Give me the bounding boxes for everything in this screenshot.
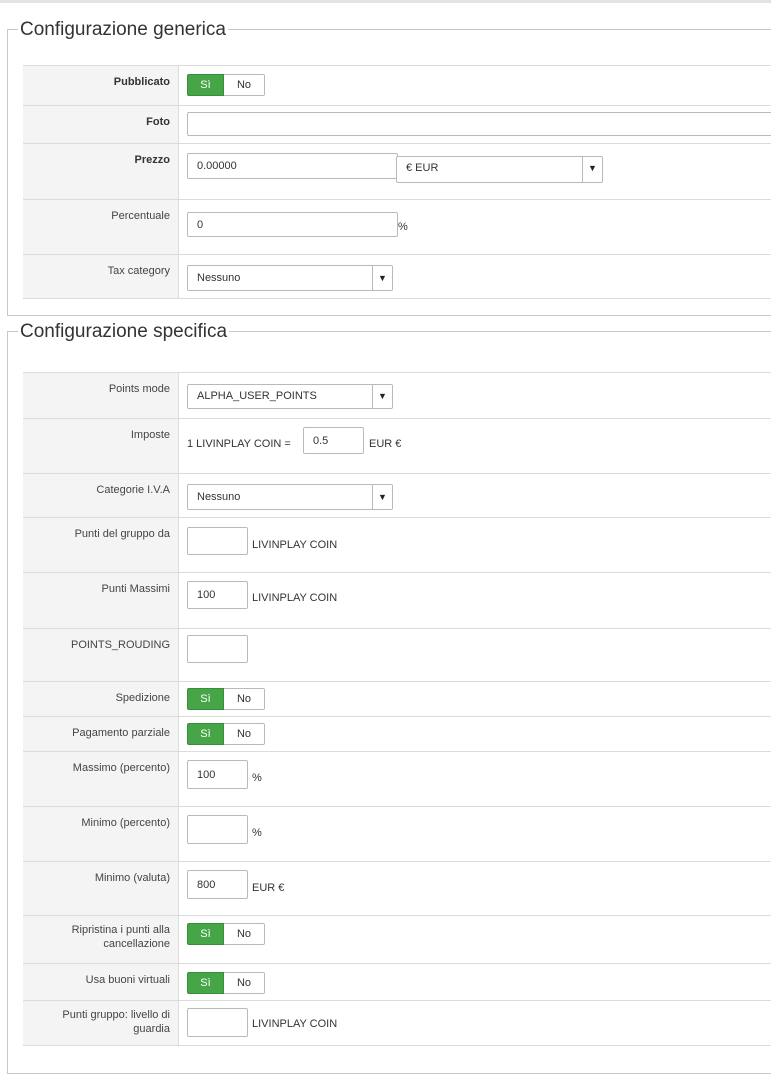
specific-config-legend: Configurazione specifica	[20, 321, 228, 342]
row-group-guard-points	[23, 1000, 771, 1046]
row-points-rounding	[23, 628, 771, 681]
percent-unit: %	[398, 221, 408, 233]
taxes-suffix: EUR €	[369, 438, 402, 450]
percent-label: Percentuale	[23, 200, 179, 254]
generic-config-fieldset	[7, 20, 771, 316]
row-shipping	[23, 681, 771, 716]
row-percent	[23, 199, 771, 254]
points-mode-label: Points mode	[23, 373, 179, 418]
virtual-vouchers-no-button[interactable]: No	[224, 972, 265, 994]
min-percent-input[interactable]	[187, 815, 248, 844]
min-currency-label: Minimo (valuta)	[23, 862, 179, 915]
shipping-yes-button[interactable]: Sì	[187, 688, 224, 710]
restore-points-yes-button[interactable]: Sì	[187, 923, 224, 945]
points-rounding-label: POINTS_ROUDING	[23, 629, 179, 681]
currency-select-value: € EUR	[406, 162, 439, 174]
max-points-input[interactable]	[187, 581, 248, 609]
max-percent-input[interactable]	[187, 760, 248, 789]
row-max-percent	[23, 751, 771, 806]
published-label: Pubblicato	[23, 66, 179, 105]
shipping-no-button[interactable]: No	[224, 688, 265, 710]
published-no-button[interactable]: No	[224, 74, 265, 96]
chevron-down-icon: ▼	[372, 485, 392, 509]
row-photo	[23, 105, 771, 143]
generic-config-legend: Configurazione generica	[20, 19, 226, 40]
row-taxes	[23, 418, 771, 473]
points-mode-select[interactable]	[187, 384, 393, 409]
shipping-toggle[interactable]	[187, 688, 265, 710]
points-rounding-input[interactable]	[187, 635, 248, 663]
row-max-points	[23, 572, 771, 628]
max-points-label: Punti Massimi	[23, 573, 179, 628]
partial-payment-label: Pagamento parziale	[23, 717, 179, 751]
chevron-down-icon: ▼	[372, 385, 392, 408]
group-points-from-input[interactable]	[187, 527, 248, 555]
group-guard-points-label: Punti gruppo: livello di guardia	[23, 1001, 179, 1045]
min-currency-input[interactable]	[187, 870, 248, 899]
row-price	[23, 143, 771, 199]
group-points-from-unit: LIVINPLAY COIN	[252, 539, 338, 551]
top-divider	[0, 0, 771, 3]
partial-payment-no-button[interactable]: No	[224, 723, 265, 745]
partial-payment-yes-button[interactable]: Sì	[187, 723, 224, 745]
published-toggle[interactable]	[187, 74, 265, 96]
specific-config-fieldset	[7, 322, 771, 1074]
taxes-prefix: 1 LIVINPLAY COIN =	[187, 438, 291, 450]
row-min-currency	[23, 861, 771, 915]
row-vat-category	[23, 473, 771, 517]
restore-points-label: Ripristina i punti alla cancellazione	[23, 916, 179, 963]
chevron-down-icon: ▼	[372, 266, 392, 290]
min-percent-label: Minimo (percento)	[23, 807, 179, 861]
partial-payment-toggle[interactable]	[187, 723, 265, 745]
photo-label: Foto	[23, 106, 179, 143]
virtual-vouchers-yes-button[interactable]: Sì	[187, 972, 224, 994]
virtual-vouchers-label: Usa buoni virtuali	[23, 964, 179, 1000]
row-virtual-vouchers	[23, 963, 771, 1000]
tax-category-select-value: Nessuno	[197, 272, 241, 284]
vat-category-select-value: Nessuno	[197, 491, 241, 503]
row-partial-payment	[23, 716, 771, 751]
group-guard-points-unit: LIVINPLAY COIN	[252, 1018, 338, 1030]
published-yes-button[interactable]: Sì	[187, 74, 224, 96]
max-percent-label: Massimo (percento)	[23, 752, 179, 806]
chevron-down-icon: ▼	[582, 157, 602, 182]
tax-category-select[interactable]	[187, 265, 393, 291]
group-guard-points-input[interactable]	[187, 1008, 248, 1037]
virtual-vouchers-toggle[interactable]	[187, 972, 265, 994]
taxes-label: Imposte	[23, 419, 179, 473]
tax-category-label: Tax category	[23, 255, 179, 298]
row-tax-category	[23, 254, 771, 299]
row-group-points-from	[23, 517, 771, 572]
photo-input[interactable]	[187, 112, 771, 136]
max-points-unit: LIVINPLAY COIN	[252, 592, 338, 604]
points-mode-select-value: ALPHA_USER_POINTS	[197, 390, 317, 402]
restore-points-toggle[interactable]	[187, 923, 265, 945]
row-published	[23, 65, 771, 105]
price-label: Prezzo	[23, 144, 179, 199]
min-percent-unit: %	[252, 827, 262, 839]
restore-points-no-button[interactable]: No	[224, 923, 265, 945]
price-input[interactable]	[187, 153, 398, 179]
min-currency-unit: EUR €	[252, 882, 285, 894]
percent-input[interactable]	[187, 212, 398, 237]
group-points-from-label: Punti del gruppo da	[23, 518, 179, 572]
max-percent-unit: %	[252, 772, 262, 784]
row-min-percent	[23, 806, 771, 861]
row-points-mode	[23, 372, 771, 418]
shipping-label: Spedizione	[23, 682, 179, 716]
row-restore-points	[23, 915, 771, 963]
taxes-rate-input[interactable]	[303, 427, 364, 454]
currency-select[interactable]	[396, 156, 603, 183]
vat-category-label: Categorie I.V.A	[23, 474, 179, 517]
vat-category-select[interactable]	[187, 484, 393, 510]
